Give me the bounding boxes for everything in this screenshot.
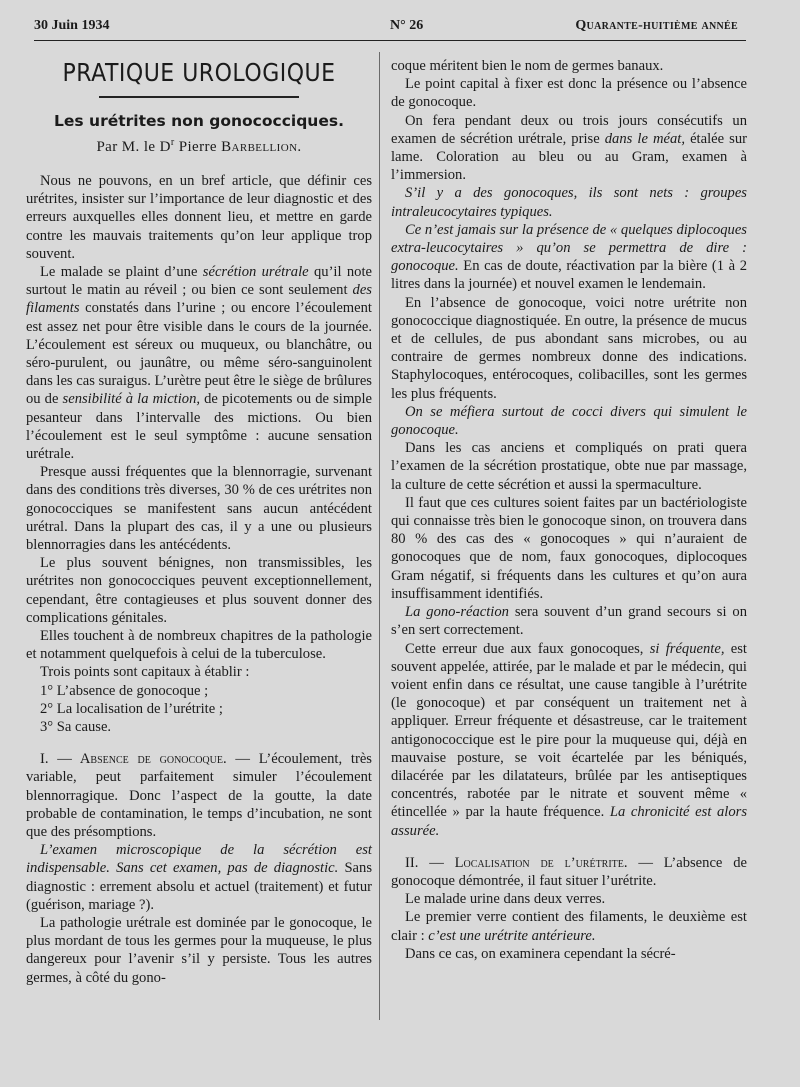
publication-year: Quarante-huitième année bbox=[575, 18, 738, 33]
right-column bbox=[391, 57, 747, 963]
article-author: Par M. le $D^r$ Pierre Barbellion. bbox=[96, 136, 302, 155]
paragraph: Le premier verre contient des filaments, le deuxième est clair : c’est une urétrite antérieure. bbox=[391, 909, 747, 944]
issue-number: N° 26 bbox=[390, 18, 424, 33]
paragraph: coque méritent bien le nom de germes banaux. bbox=[391, 58, 664, 74]
left-column bbox=[26, 56, 372, 987]
column-divider bbox=[379, 52, 380, 1020]
paragraph: Le malade urine dans deux verres. bbox=[405, 891, 606, 908]
paragraph: Ce n’est jamais sur la présence de « quelques diplocoques extra-leucocytaires » qu’on se permettra de dire : gonocoque. En cas de doute, réactivation par la bière (1 à 2 litres dans la journée) et nouvel examen le lendemain. bbox=[391, 221, 747, 293]
paragraph: Le malade se plaint d’une sécrétion urétrale qu’il note surtout le matin au réveil ; ou bien ce sont seulement des filaments constatés dans l’urine ; ou encore l’écoulement est assez net pour être visible dans le cours de la journée. L’écoulement est séreux ou muqueux, ou blanchâtre, ou séro-purulent, ou jaunâtre, ou même séro-sanguinolent dans les cas suraigus. L’urètre peut être le siège de brûlures ou de sensibilité à la miction, de picotements ou de simple pesanteur dans l’intervalle des mictions. Ou bien l’écoulement est le seul symptôme : aucune sensation urétrale. bbox=[26, 263, 372, 462]
paragraph: Le point capital à fixer est donc la présence ou l’absence de gonocoque. bbox=[391, 76, 747, 111]
title-rule bbox=[99, 96, 299, 98]
paragraph: La pathologie urétrale est dominée par le gonocoque, le plus mordant de tous les germes pour la muqueuse, le plus dangereux pour l’avenir s’il y persiste. Tous les autres germes, à côté du gono- bbox=[26, 915, 372, 986]
issue-date: 30 Juin 1934 bbox=[34, 18, 110, 33]
list-item: 2° La localisation de l’urétrite ; bbox=[40, 700, 223, 717]
list-item: 1° L’absence de gonocoque ; bbox=[40, 682, 209, 699]
article-title: Les urétrites non gonococciques. bbox=[54, 111, 344, 130]
paragraph: Le plus souvent bénignes, non transmissibles, les urétrites non gonococciques peuvent exceptionnellement, cependant, être contagieuses et plus souvent donner des complications génitales. bbox=[26, 555, 372, 626]
section-title: PRATIQUE UROLOGIQUE bbox=[62, 59, 336, 88]
paragraph: On se méfiera surtout de cocci divers qui simulent le gonocoque. bbox=[391, 403, 747, 439]
section-heading-paragraph: I. — Absence de gonocoque. — L’écoulement, très variable, peut parfaitement simuler l’écoulement blennorragique. Donc l’aspect de la goutte, la date probable de contamination, le temps d’incubation, ne sont que des présomptions. bbox=[26, 751, 372, 841]
paragraph: L’examen microscopique de la sécrétion est indispensable. Sans cet examen, pas de diagnostic. Sans diagnostic : errement absolu et actuel (traitement) et futur (guérison, mariage ?). bbox=[26, 842, 373, 913]
paragraph: On fera pendant deux ou trois jours consécutifs un examen de sécrétion urétrale, prise dans le méat, étalée sur lame. Coloration au bleu ou au Gram, examen à l’immersion. bbox=[391, 112, 748, 184]
paragraph: En l’absence de gonocoque, voici notre urétrite non gonococcique diagnostiquée. En outre, la présence de mucus et de cellules, de pus abondant sans microbes, ou au contraire de germes nombreux donne des indications. Staphylocoques, entérocoques, colibacilles, sont les germes les plus fréquents. bbox=[391, 294, 747, 402]
section-heading-paragraph: II. — Localisation de l’urétrite. — L’absence de gonocoque démontrée, il faut situer l’urétrite. bbox=[391, 854, 747, 889]
page-header bbox=[34, 14, 746, 41]
paragraph: La gono-réaction sera souvent d’un grand secours si on s’en sert correctement. bbox=[391, 604, 747, 639]
section-heading: II. — Localisation de l’urétrite. bbox=[405, 854, 628, 871]
paragraph: Presque aussi fréquentes que la blennorragie, survenant dans des conditions très diverses, 30 % de ces urétrites non gonococciques se manifestent sans aucun antécédent urétral. Dans la plupart des cas, il y a une ou plusieurs blennorragies dans les antécédents. bbox=[26, 464, 372, 553]
list-item: 3° Sa cause. bbox=[40, 719, 112, 735]
section-heading: I. — Absence de gonocoque. bbox=[40, 751, 227, 768]
paragraph: Il faut que ces cultures soient faites par un bactériologiste qui connaisse très bien le gonocoque sinon, on trouvera dans 80 % des cas des « gonocoques » qui n’auraient de gonocoques que de nom, faux gonocoques, diplocoques Gram négatif, si fréquents dans les cultures et qu’on aura insuffisamment identifiés. bbox=[391, 494, 747, 602]
paragraph: Cette erreur due aux faux gonocoques, si fréquente, est souvent appelée, attirée, par le malade et par le médecin, qui voient enfin dans ce résultat, une cause tangible à l’urétrite (le gonocoque) et par conséquent un traitement net à appliquer. Erreur fréquente et désastreuse, car le traitement antigonococcique est le pire pour la muqueuse qui, déjà en mauvaise posture, se voit écartelée par les béniqués, dilacérée par les dilatateurs, brûlée par les antiseptiques concentrés, rabotée par le nitrate et souvent même « étincellée » par la haute fréquence. La chronicité est alors assurée. bbox=[391, 640, 747, 839]
paragraph: S’il y a des gonocoques, ils sont nets : groupes intraleucocytaires typiques. bbox=[391, 185, 747, 220]
paragraph: Nous ne pouvons, en un bref article, que définir ces urétrites, insister sur l’importance de leur diagnostic et des erreurs auxquelles elles donnent lieu, et mettre en garde contre les mauvais traitements qu’on leur applique trop souvent. bbox=[26, 172, 372, 262]
paragraph: Elles touchent à de nombreux chapitres de la pathologie et notamment quelquefois à celui de la tuberculose. bbox=[26, 627, 372, 663]
paragraph: Dans les cas anciens et compliqués on prati quera l’examen de la sécrétion prostatique, obte nue par massage, la culture de cette sécrétion et aussi la spermaculture. bbox=[391, 440, 747, 493]
paragraph: Trois points sont capitaux à établir : bbox=[40, 664, 250, 681]
paragraph: Dans ce cas, on examinera cependant la sécré- bbox=[405, 945, 676, 962]
